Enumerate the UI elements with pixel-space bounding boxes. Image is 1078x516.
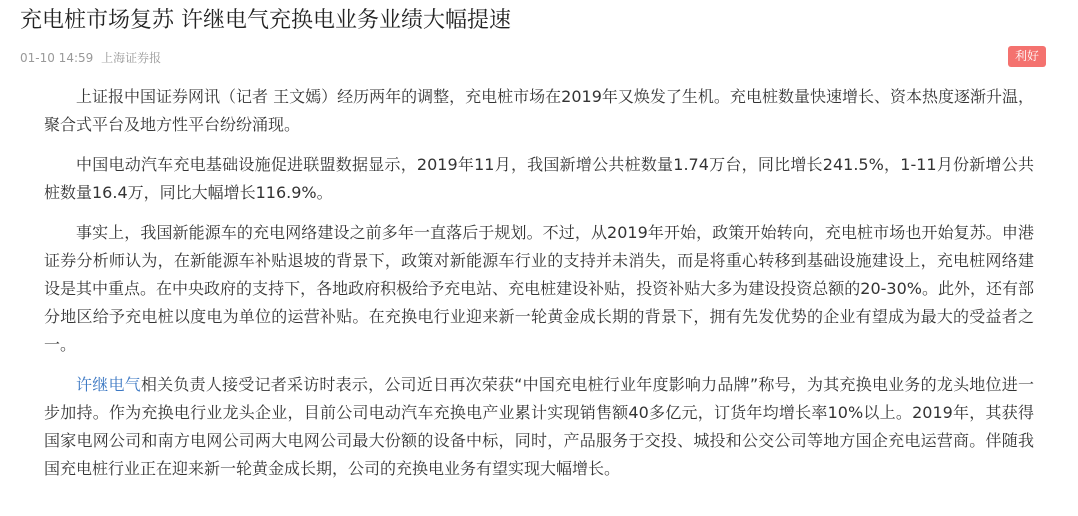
- article-source: 上海证券报: [101, 51, 162, 65]
- publish-time: 01-10 14:59: [20, 51, 94, 65]
- paragraph-3: 事实上，我国新能源车的充电网络建设之前多年一直落后于规划。不过，从2019年开始，政策开始转向，充电桩市场也开始复苏。申港证券分析师认为，在新能源车补贴退坡的背景下，政策对新能源车行业的支持并未消失，而是将重心转移到基础设施建设上，充电桩网络建设是其中重点。在中央政府的支持下，各地政府积极给予充电站、充电桩建设补贴，投资补贴大多为建设投资总额的20-30%。此外，还有部分地区给予充电桩以度电为单位的运营补贴。在充换电行业迎来新一轮黄金成长期的背景下，拥有先发优势的企业有望成为最大的受益者之一。: [44, 223, 1034, 354]
- paragraph-4: [44, 371, 1034, 483]
- paragraph-1: 上证报中国证券网讯（记者 王文嫣）经历两年的调整，充电桩市场在2019年又焕发了生机。充电桩数量快速增长、资本热度逐渐升温，聚合式平台及地方性平台纷纷涌现。: [44, 87, 1034, 134]
- article-meta: [20, 50, 161, 66]
- article-title: 充电桩市场复苏 许继电气充换电业务业绩大幅提速: [20, 8, 511, 33]
- stock-link[interactable]: 许继电气: [76, 375, 141, 394]
- sentiment-badge: 利好: [1008, 46, 1046, 67]
- article-body: [44, 83, 1034, 495]
- paragraph-4-text: 相关负责人接受记者采访时表示，公司近日再次荣获“中国充电桩行业年度影响力品牌”称号，为其充换电业务的龙头地位进一步加持。作为充换电行业龙头企业，目前公司电动汽车充换电产业累计实现销售额40多亿元，订货年均增长率10%以上。2019年，其获得国家电网公司和南方电网公司两大电网公司最大份额的设备中标，同时，产品服务于交投、城投和公交公司等地方国企充电运营商。伴随我国充电桩行业正在迎来新一轮黄金成长期，公司的充换电业务有望实现大幅增长。: [44, 375, 1034, 478]
- paragraph-2: 中国电动汽车充电基础设施促进联盟数据显示，2019年11月，我国新增公共桩数量1.74万台，同比增长241.5%，1-11月份新增公共桩数量16.4万，同比大幅增长116.9%。: [44, 155, 1034, 202]
